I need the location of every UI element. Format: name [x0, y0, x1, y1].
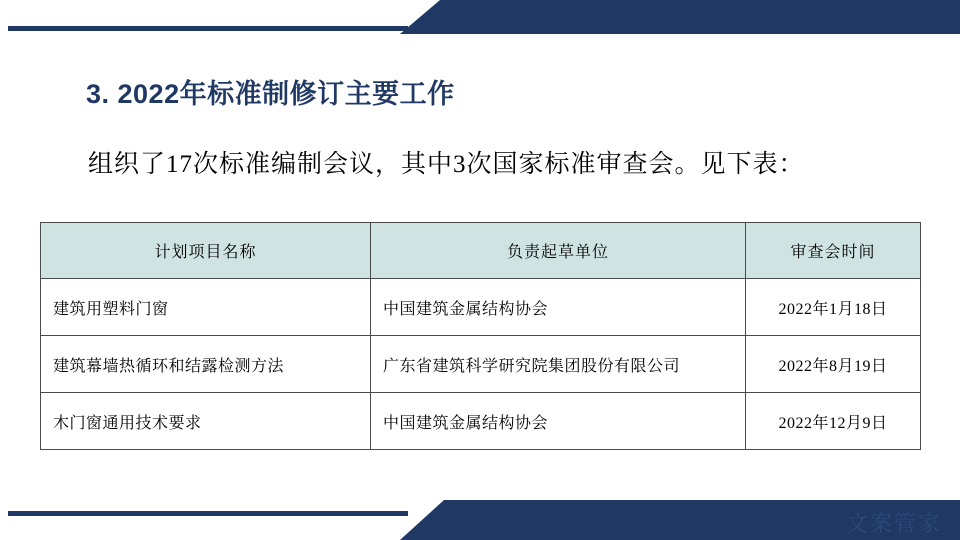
- top-decoration: [0, 0, 960, 56]
- table-header-drafting-unit: 负责起草单位: [371, 223, 746, 279]
- cell-project-name: 木门窗通用技术要求: [41, 393, 371, 450]
- cell-drafting-unit: 广东省建筑科学研究院集团股份有限公司: [371, 336, 746, 393]
- standards-table: [40, 222, 921, 450]
- table-row: [41, 279, 921, 336]
- table-header-review-date: 审查会时间: [746, 223, 921, 279]
- watermark-text: 文案管家: [845, 511, 942, 536]
- cell-review-date: 2022年12月9日: [746, 393, 921, 450]
- cell-review-date: 2022年1月18日: [746, 279, 921, 336]
- cell-drafting-unit: 中国建筑金属结构协会: [371, 279, 746, 336]
- lead-paragraph: 组织了17次标准编制会议，其中3次国家标准审查会。见下表：: [88, 151, 805, 178]
- table-header-project-name: 计划项目名称: [41, 223, 371, 279]
- bottom-decoration: [0, 482, 960, 540]
- cell-project-name: 建筑幕墙热循环和结露检测方法: [41, 336, 371, 393]
- cell-project-name: 建筑用塑料门窗: [41, 279, 371, 336]
- cell-review-date: 2022年8月19日: [746, 336, 921, 393]
- table-row: [41, 336, 921, 393]
- cell-drafting-unit: 中国建筑金属结构协会: [371, 393, 746, 450]
- table-header-row: [41, 223, 921, 279]
- top-left-accent-bar: [8, 26, 408, 31]
- page-title: 3. 2022年标准制修订主要工作: [86, 79, 455, 109]
- bottom-left-accent-bar: [8, 511, 408, 516]
- table-row: [41, 393, 921, 450]
